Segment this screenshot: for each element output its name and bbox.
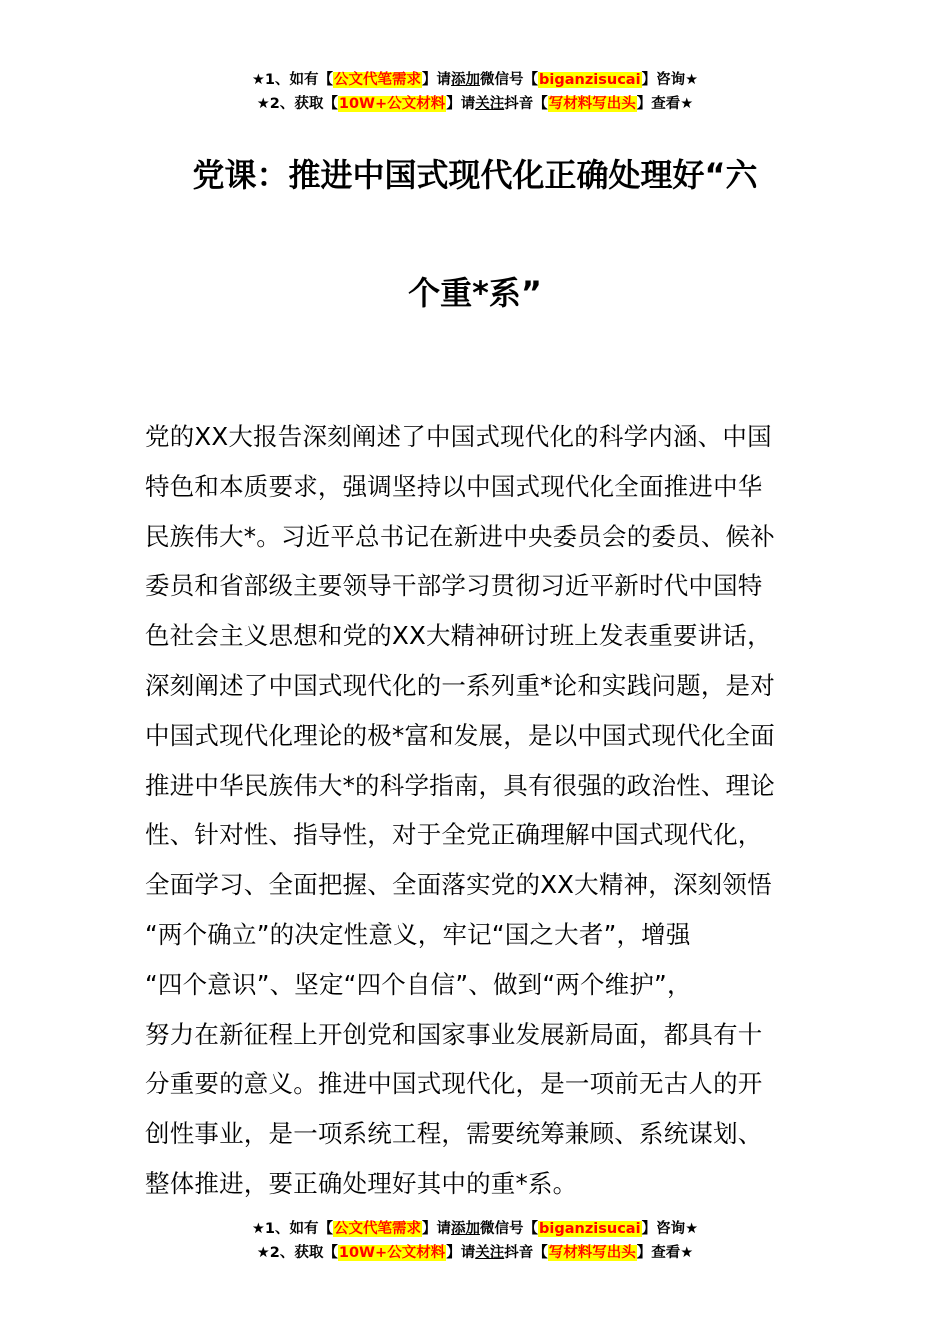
document-title-line-1: 党课：推进中国式现代化正确处理好“六 xyxy=(192,156,758,194)
paragraph-line: 创性事业，是一项系统工程，需要统筹兼顾、系统谋划、 xyxy=(145,1119,763,1149)
wechat-id: biganzisucai xyxy=(539,1221,641,1237)
wechat-id: biganzisucai xyxy=(539,72,641,88)
promo-line-1: ★1、如有【公文代笔需求】请添加微信号【biganzisucai】咨询★ xyxy=(251,1221,699,1237)
paragraph-line: 委员和省部级主要领导干部学习贯彻习近平新时代中国特 xyxy=(145,571,763,601)
paragraph-line: 努力在新征程上开创党和国家事业发展新局面，都具有十 xyxy=(145,1019,763,1049)
header-promo-banner xyxy=(0,68,950,116)
highlight-text: 公文代笔需求 xyxy=(334,72,422,88)
paragraph-line: 性、针对性、指导性，对于全党正确理解中国式现代化， xyxy=(145,820,763,850)
paragraph-line: 特色和本质要求，强调坚持以中国式现代化全面推进中华 xyxy=(145,471,763,501)
douyin-account: 写材料写出头 xyxy=(548,1245,636,1261)
paragraph-line: 深刻阐述了中国式现代化的一系列重*论和实践问题，是对 xyxy=(145,670,775,700)
paragraph-line: 中国式现代化理论的极*富和发展，是以中国式现代化全面 xyxy=(145,720,775,750)
paragraph-line: 色社会主义思想和党的XX大精神研讨班上发表重要讲话， xyxy=(145,621,772,651)
douyin-account: 写材料写出头 xyxy=(548,96,636,112)
paragraph-line: 推进中华民族伟大*的科学指南，具有很强的政治性、理论 xyxy=(145,770,775,800)
body-paragraph xyxy=(145,412,810,1209)
paragraph-line: 全面学习、全面把握、全面落实党的XX大精神，深刻领悟 xyxy=(145,870,772,900)
document-title-line-2: 个重*系” xyxy=(408,274,542,312)
paragraph-line: “两个确立”的决定性意义，牢记“国之大者”，增强 xyxy=(145,919,691,949)
highlight-text: 10W+公文材料 xyxy=(338,96,446,112)
paragraph-line: 分重要的意义。推进中国式现代化，是一项前无古人的开 xyxy=(145,1069,763,1099)
promo-line-2: ★2、获取【10W+公文材料】请关注抖音【写材料写出头】查看★ xyxy=(256,1245,694,1261)
highlight-text: 公文代笔需求 xyxy=(334,1221,422,1237)
highlight-text: 10W+公文材料 xyxy=(338,1245,446,1261)
paragraph-line: “四个意识”、坚定“四个自信”、做到“两个维护”， xyxy=(145,969,692,999)
paragraph-line: 党的XX大报告深刻阐述了中国式现代化的科学内涵、中国 xyxy=(145,422,772,451)
promo-line-2: ★2、获取【10W+公文材料】请关注抖音【写材料写出头】查看★ xyxy=(256,96,694,112)
paragraph-line: 民族伟大*。习近平总书记在新进中央委员会的委员、候补 xyxy=(145,521,775,551)
footer-promo-banner xyxy=(0,1217,950,1265)
paragraph-line: 整体推进，要正确处理好其中的重*系。 xyxy=(145,1168,578,1198)
promo-line-1: ★1、如有【公文代笔需求】请添加微信号【biganzisucai】咨询★ xyxy=(251,72,699,88)
